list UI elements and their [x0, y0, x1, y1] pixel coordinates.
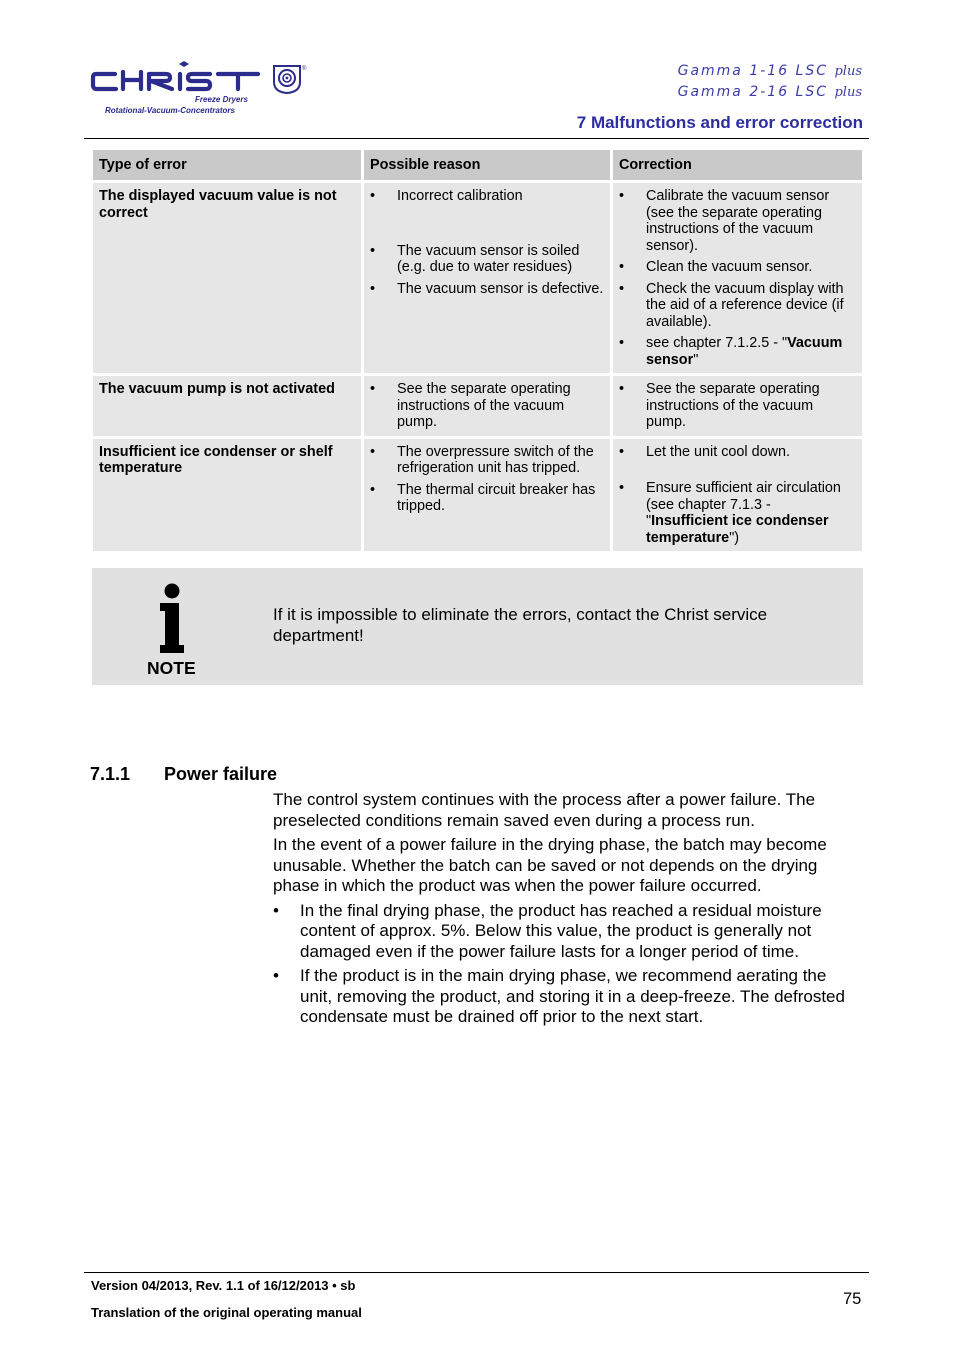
note-text: If it is impossible to eliminate the errors, contact the Christ service department! [273, 605, 768, 645]
chapter-ref-close: ") [729, 529, 740, 546]
list-item: • The thermal circuit breaker has tripped. [370, 482, 604, 515]
paragraph: In the event of a power failure in the drying phase, the batch may become unusable. Whether the batch can be saved or not depends on the drying phase in which the product was when the power failure occurred. [273, 835, 827, 895]
error-type-cell: Insufficient ice condenser or shelf temperature [93, 439, 361, 552]
christ-logo [90, 60, 262, 96]
error-type-cell: The vacuum pump is not activated [93, 376, 361, 436]
model-line-1 [678, 63, 862, 79]
paragraph: The control system continues with the process after a power failure. The preselected conditions remain saved even during a process run. [273, 790, 816, 830]
footer-version: Version 04/2013, Rev. 1.1 of 16/12/2013 • sb [91, 1278, 356, 1293]
reason-cell [364, 376, 610, 436]
column-header-type: Type of error [93, 150, 361, 180]
footer-translation: Translation of the original operating manual [91, 1305, 362, 1320]
list-item: • If the product is in the main drying phase, we recommend aerating the unit, removing the product, and storing it in a deep-freeze. The defrosted condensate must be drained off prior to the next start. [273, 966, 858, 1028]
chapter-ref-close: " [693, 351, 699, 368]
list-item: • See the separate operating instructions of the vacuum pump. [370, 381, 604, 431]
swirl-emblem-icon [272, 64, 302, 94]
list-item [619, 480, 856, 546]
table-row [93, 439, 862, 552]
reason-cell [364, 439, 610, 552]
note-label: NOTE [147, 658, 196, 678]
list-item: • See the separate operating instructions of the vacuum pump. [619, 381, 856, 431]
model-suffix: plus [834, 64, 862, 79]
chapter-ref-text: Ensure sufficient air circulation (see chapter 7.1.3 - " [646, 480, 841, 529]
table-row [93, 376, 862, 436]
header-divider [84, 138, 869, 139]
info-icon [148, 583, 196, 655]
chapter-ref-title: Insufficient ice condenser temperature [646, 513, 829, 546]
list-item [619, 335, 856, 368]
section-number: 7.1.1 [90, 764, 131, 784]
chapter-title: 7 Malfunctions and error correction [576, 113, 863, 132]
error-table [90, 147, 865, 554]
correction-cell [613, 183, 862, 373]
list-item: • Let the unit cool down. [619, 444, 856, 461]
model-line-2 [678, 84, 862, 100]
list-item: • Check the vacuum display with the aid of a reference device (if available). [619, 281, 856, 331]
reason-cell [364, 183, 610, 373]
table-header-row [93, 150, 862, 180]
list-item: • The vacuum sensor is soiled (e.g. due to water residues) [370, 243, 604, 276]
column-header-correction: Correction [613, 150, 862, 180]
list-item: • Clean the vacuum sensor. [619, 259, 856, 276]
error-type-cell: The displayed vacuum value is not correct [93, 183, 361, 373]
list-item: • Incorrect calibration [370, 188, 604, 205]
list-item: • The vacuum sensor is defective. [370, 281, 604, 298]
list-item: • Calibrate the vacuum sensor (see the separate operating instructions of the vacuum sensor). [619, 188, 856, 254]
logo-subtitle-concentrators: Rotational-Vacuum-Concentrators [105, 106, 235, 115]
chapter-ref-title: Vacuum sensor [646, 335, 843, 368]
model-name: Gamma 2-16 LSC [677, 84, 829, 100]
logo-subtitle-freeze-dryers: Freeze Dryers [195, 95, 248, 104]
list-item: • The overpressure switch of the refrigeration unit has tripped. [370, 444, 604, 477]
section-body [273, 790, 858, 1032]
column-header-reason: Possible reason [364, 150, 610, 180]
correction-cell [613, 376, 862, 436]
section-title: Power failure [164, 764, 278, 784]
registered-mark: ® [302, 66, 307, 72]
footer-divider [84, 1272, 869, 1273]
model-suffix: plus [834, 85, 862, 100]
list-item: • In the final drying phase, the product has reached a residual moisture content of approx. 5%. Below this value, the product is generally not damaged even if the power failure lasts for a longer period of time. [273, 901, 858, 963]
correction-cell [613, 439, 862, 552]
table-row [93, 183, 862, 373]
page-number: 75 [843, 1290, 862, 1308]
chapter-ref-text: see chapter 7.1.2.5 - " [646, 335, 788, 351]
model-name: Gamma 1-16 LSC [677, 63, 829, 79]
